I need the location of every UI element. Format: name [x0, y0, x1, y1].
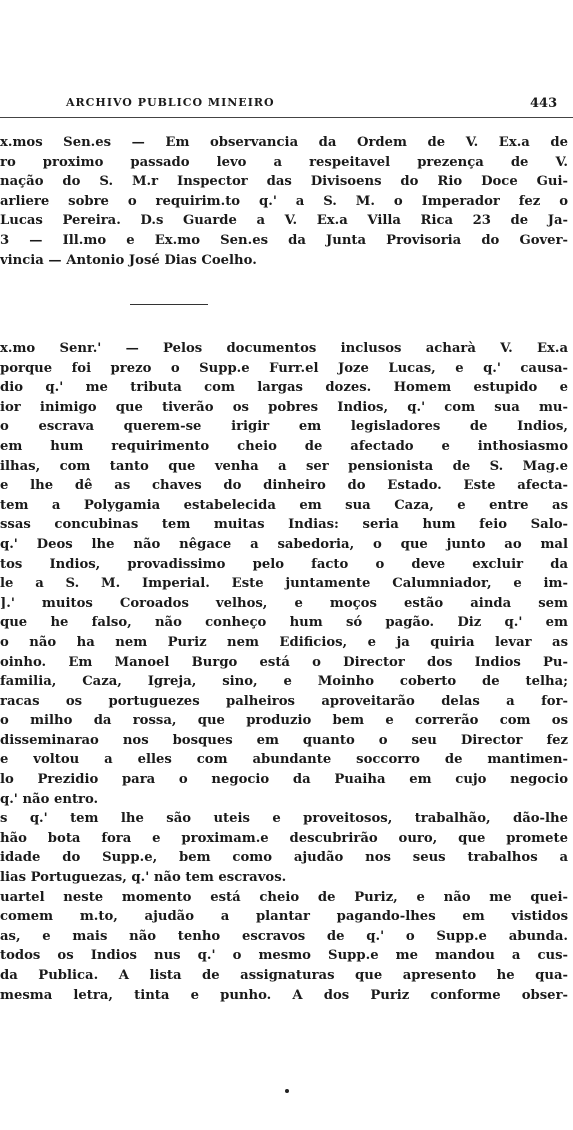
- text-line: o milho da rossa, que produzio bem e correrão com os: [0, 713, 568, 729]
- text-line: da Publica. A lista de assignaturas que apresento he qua-: [0, 968, 568, 983]
- text-line: oinho. Em Manoel Burgo está o Director dos Indios Pu-: [0, 654, 568, 670]
- text-line: e lhe dê as chaves do dinheiro do Estado. Este afecta-: [0, 478, 568, 494]
- text-line: s q.' tem lhe são uteis e proveitosos, trabalhão, dão-lhe: [0, 811, 568, 827]
- page-number: 443: [530, 96, 558, 111]
- text-line: lias Portuguezas, q.' não tem escravos.: [0, 870, 287, 886]
- text-line: o escrava querem-se irigir em legisladores de Indios,: [0, 419, 568, 435]
- text-line: comem m.to, ajudão a plantar pagando-lhes em vistidos: [0, 909, 568, 925]
- text-line: dio q.' me tributa com largas dozes. Homem estupido e: [0, 380, 568, 396]
- text-line: em hum requirimento cheio de afectado e inthosiasmo: [0, 438, 568, 454]
- text-line: Lucas Pereira. D.s Guarde a V. Ex.a Villa Rica 23 de Ja-: [0, 213, 568, 229]
- header-rule: [0, 117, 573, 118]
- text-line: mesma letra, tinta e punho. A dos Puriz conforme obser-: [0, 987, 568, 1003]
- text-line: familia, Caza, Igreja, sino, e Moinho coberto de telha;: [0, 674, 568, 690]
- text-line: le a S. M. Imperial. Este juntamente Calumniador, e im-: [0, 576, 568, 592]
- text-line: vincia — Antonio José Dias Coelho.: [0, 252, 257, 268]
- section-divider: [130, 304, 208, 305]
- text-line: arliere sobre o requirim.to q.' a S. M. o Imperador fez o: [0, 193, 568, 209]
- text-line: q.' Deos lhe não nêgace a sabedoria, o que junto ao mal: [0, 536, 568, 552]
- text-line: ro proximo passado levo a respeitavel prezença de V.: [0, 154, 568, 170]
- text-line: tem a Polygamia estabelecida em sua Caza, e entre as: [0, 497, 568, 513]
- text-line: idade do Supp.e, bem como ajudão nos seus trabalhos a: [0, 850, 568, 866]
- text-line: racas os portuguezes palheiros aproveitarão delas a for-: [0, 693, 568, 709]
- text-line: que he falso, não conheço hum só pagão. Diz q.' em: [0, 615, 568, 631]
- text-line: ].' muitos Coroados velhos, e moços estão ainda sem: [0, 595, 568, 611]
- text-line: as, e mais não tenho escravos de q.' o Supp.e abunda.: [0, 928, 568, 944]
- running-title: ARCHIVO PUBLICO MINEIRO: [66, 96, 275, 109]
- text-line: x.mo Senr.' — Pelos documentos inclusos acharà V. Ex.a: [0, 341, 568, 356]
- text-line: nação do S. M.r Inspector das Divisoens do Rio Doce Gui-: [0, 174, 568, 190]
- text-line: q.' não entro.: [0, 791, 99, 807]
- text-line: todos os Indios nus q.' o mesmo Supp.e me mandou a cus-: [0, 948, 568, 964]
- text-line: e voltou a elles com abundante soccorro de mantimen-: [0, 752, 568, 768]
- text-line: x.mos Sen.es — Em observancia da Ordem de V. Ex.a de: [0, 135, 568, 150]
- text-line: o não ha nem Puriz nem Edificios, e ja quiria levar as: [0, 634, 568, 650]
- text-line: lo Prezidio para o negocio da Puaiha em cujo negocio: [0, 772, 568, 788]
- letter-1-paragraph: [0, 133, 573, 270]
- text-line: ior inimigo que tiverão os pobres Indios, q.' com sua mu-: [0, 399, 568, 415]
- text-line: 3 — Ill.mo e Ex.mo Sen.es da Junta Provisoria do Gover-: [0, 232, 568, 248]
- text-line: hão bota fora e proximam.e descubrirão ouro, que promete: [0, 830, 568, 846]
- text-line: porque foi prezo o Supp.e Furr.el Joze Lucas, e q.' causa-: [0, 360, 568, 376]
- text-line: ilhas, com tanto que venha a ser pensionista de S. Mag.e: [0, 458, 568, 474]
- letter-2-paragraph: [0, 339, 573, 1005]
- text-line: tos Indios, provadissimo pelo facto o deve excluir da: [0, 556, 568, 572]
- ink-dot: [285, 1089, 289, 1093]
- text-line: ssas concubinas tem muitas Indias: seria hum feio Salo-: [0, 517, 568, 533]
- text-line: disseminarao nos bosques em quanto o seu Director fez: [0, 732, 568, 748]
- text-line: uartel neste momento está cheio de Puriz, e não me quei-: [0, 889, 568, 905]
- running-header: [0, 96, 573, 116]
